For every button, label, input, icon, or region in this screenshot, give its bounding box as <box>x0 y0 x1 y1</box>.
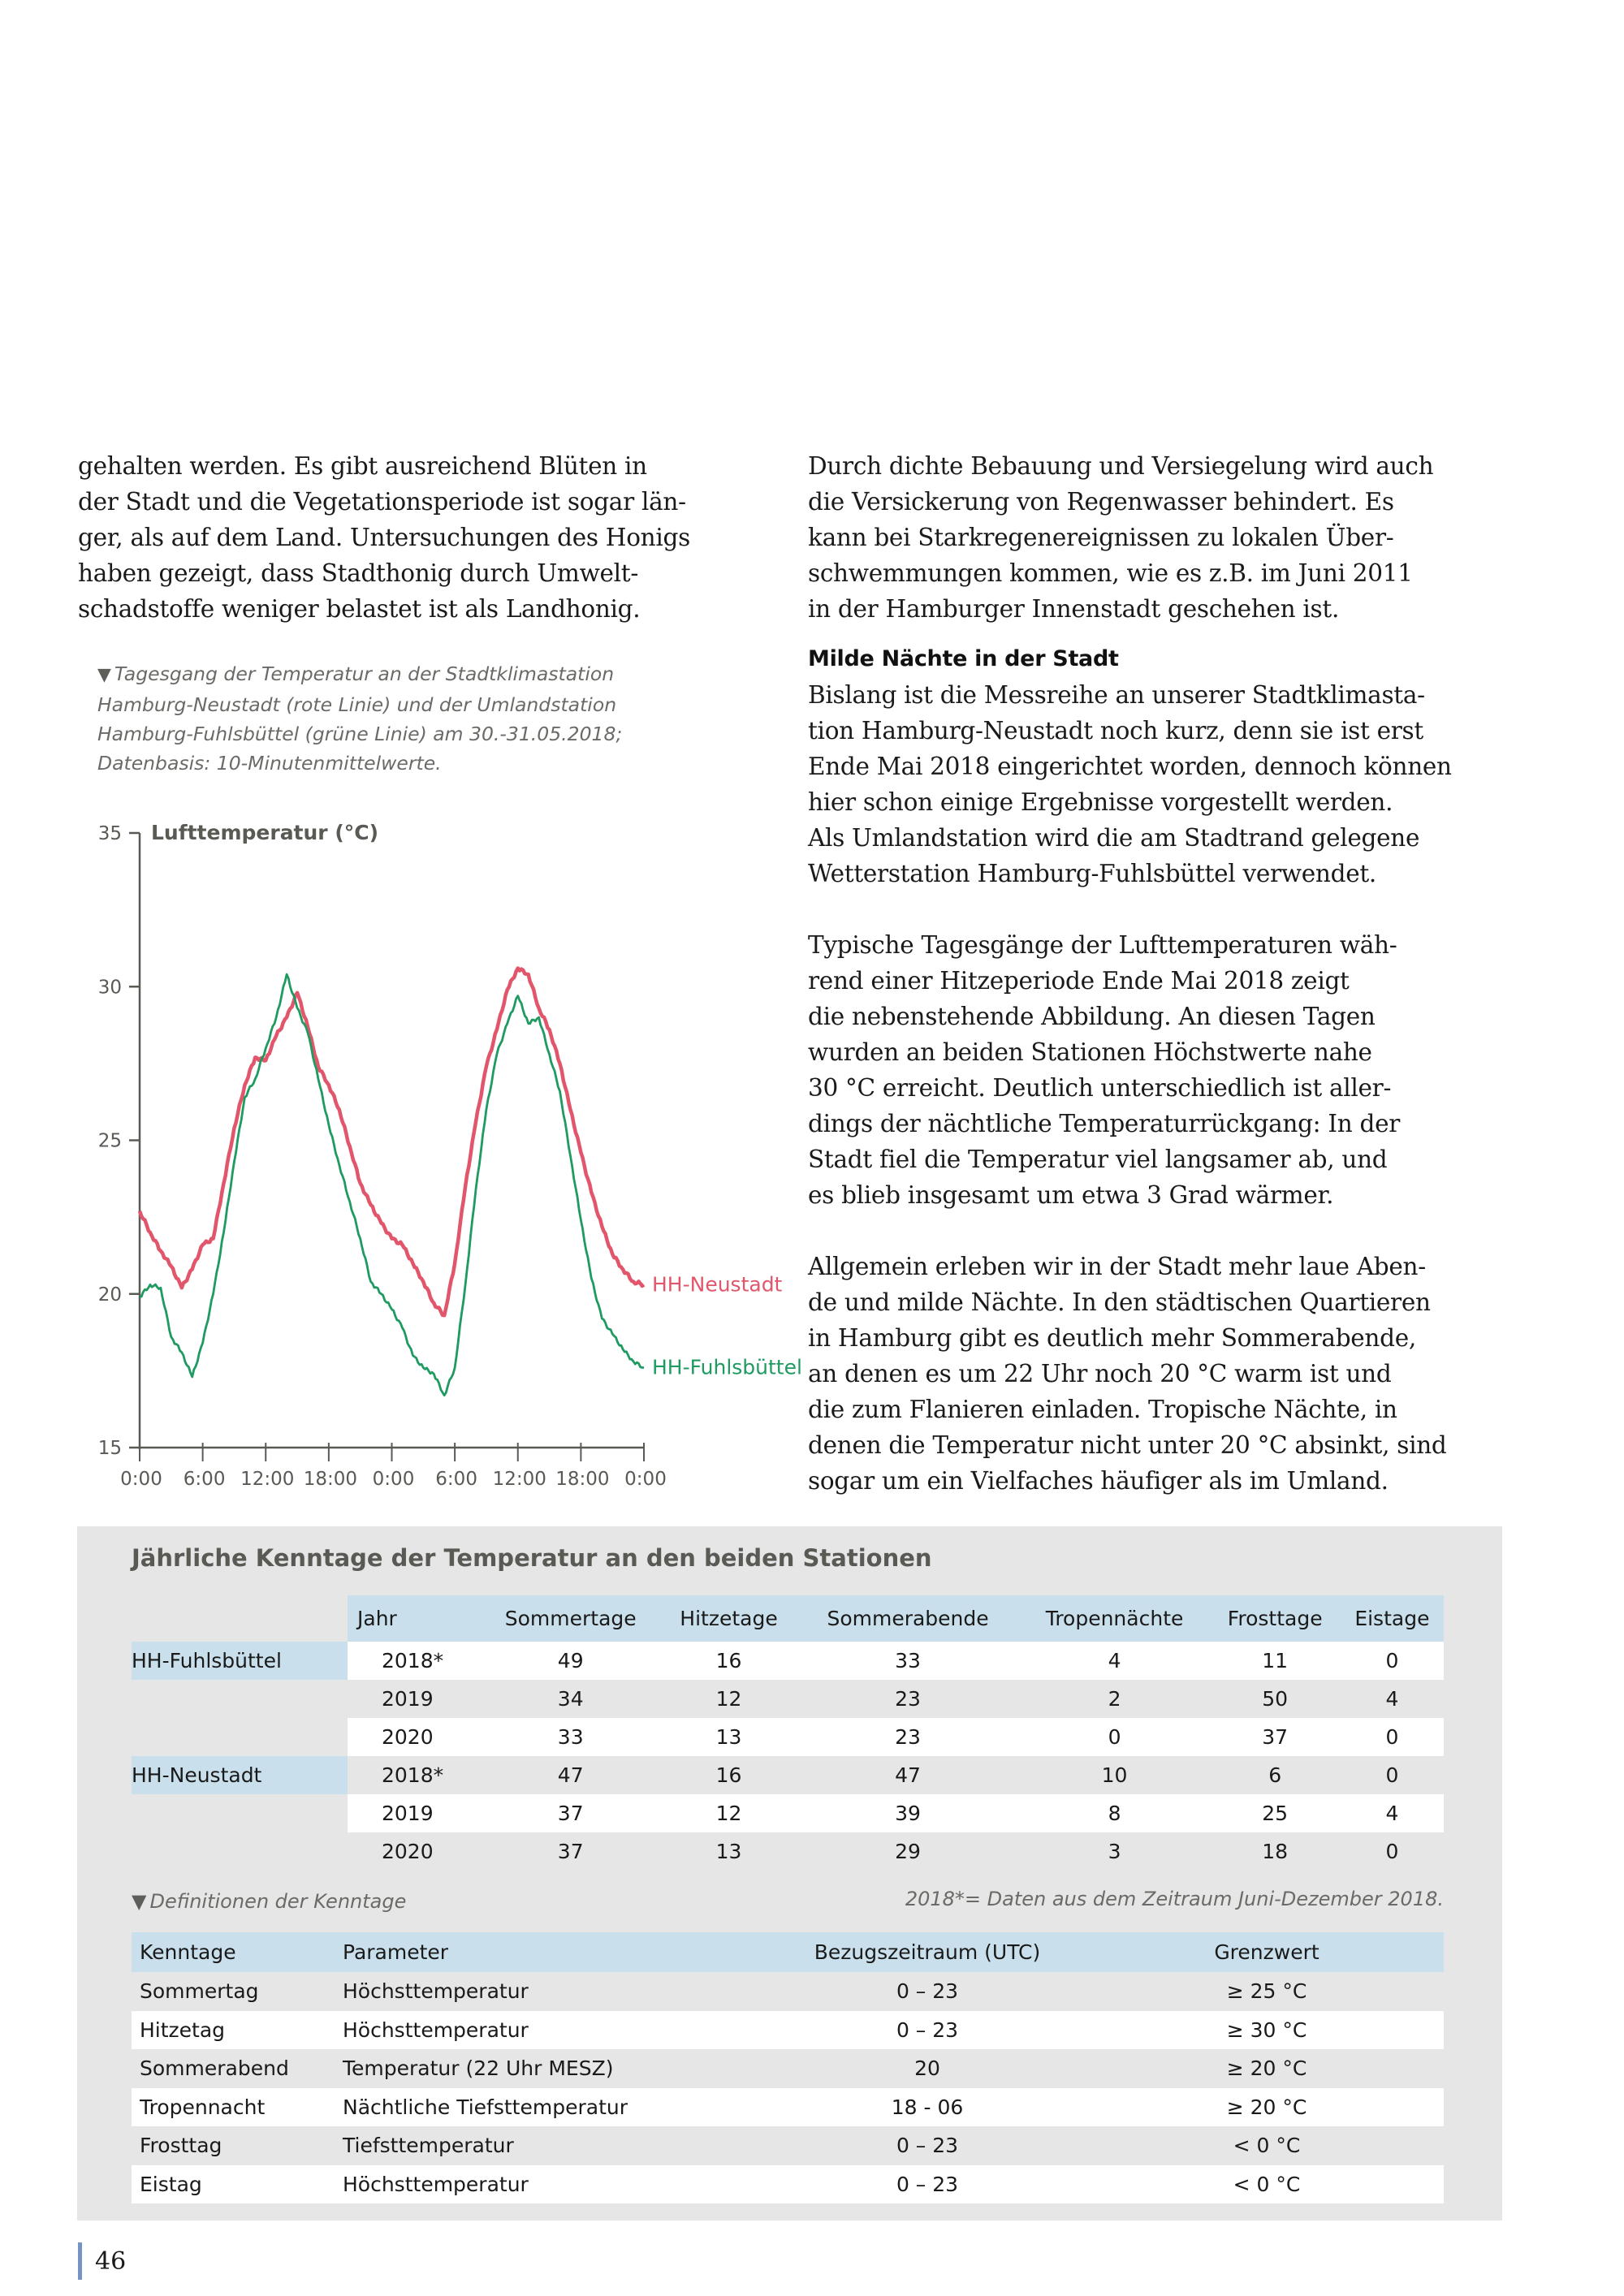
x-tick-label: 0:00 <box>624 1469 667 1490</box>
station-cell <box>132 1680 348 1718</box>
chart-caption <box>97 659 763 778</box>
text-line: dings der nächtliche Temperaturrückgang: In der <box>808 1110 1401 1137</box>
kenntag-cell: Eistag <box>132 2165 343 2204</box>
definitions-table <box>132 1932 1444 2203</box>
threshold-cell: < 0 °C <box>1090 2165 1444 2204</box>
value-cell: 25 <box>1210 1794 1341 1832</box>
parameter-cell: Höchsttemperatur <box>343 2011 765 2050</box>
temperature-chart <box>0 804 812 1498</box>
table-row <box>132 2126 1444 2165</box>
text-line: Bislang ist die Messreihe an unserer Stadtklimasta- <box>808 681 1425 709</box>
y-tick-label: 25 <box>97 1130 122 1152</box>
value-cell: 23 <box>797 1718 1020 1756</box>
caption-line: Hamburg-Neustadt (rote Linie) und der Umlandstation <box>97 693 617 716</box>
caption-line: Datenbasis: 10-Minutenmittelwerte. <box>97 752 442 775</box>
stats-panel <box>77 1526 1502 2220</box>
text-line: schwemmungen kommen, wie es z.B. im Juni 2011 <box>808 559 1413 587</box>
series-layer <box>140 968 802 1395</box>
period-cell: 18 - 06 <box>765 2088 1090 2127</box>
series-line-fuhlsbuettel <box>140 974 644 1396</box>
parameter-cell: Tiefsttemperatur <box>343 2126 765 2165</box>
text-line: Stadt fiel die Temperatur viel langsamer ab, und <box>808 1146 1388 1173</box>
value-cell: 47 <box>480 1756 661 1794</box>
chart-canvas <box>0 804 812 1494</box>
year-cell: 2018* <box>348 1642 480 1680</box>
value-cell: 49 <box>480 1642 661 1680</box>
text-line: Durch dichte Bebauung und Versiegelung wird auch <box>808 452 1434 480</box>
text-line: tion Hamburg-Neustadt noch kurz, denn sie ist erst <box>808 717 1423 744</box>
threshold-cell: ≥ 30 °C <box>1090 2011 1444 2050</box>
text-line: Typische Tagesgänge der Lufttemperaturen wäh- <box>808 931 1397 959</box>
value-cell: 16 <box>661 1642 796 1680</box>
right-column <box>808 448 1514 1499</box>
kenntag-cell: Sommerabend <box>132 2049 343 2088</box>
y-tick-label: 35 <box>97 823 122 844</box>
period-cell: 20 <box>765 2049 1090 2088</box>
table-row <box>132 1642 1444 1680</box>
left-column-text <box>78 448 744 627</box>
parameter-cell: Höchsttemperatur <box>343 2165 765 2204</box>
threshold-cell: ≥ 20 °C <box>1090 2049 1444 2088</box>
kenntage-table <box>132 1595 1444 1871</box>
value-cell: 11 <box>1210 1642 1341 1680</box>
column-header: Tropennächte <box>1020 1595 1210 1642</box>
paragraph-station <box>808 677 1514 891</box>
page-number <box>78 2242 126 2280</box>
column-header: Hitzetage <box>661 1595 796 1642</box>
kenntag-cell: Hitzetag <box>132 2011 343 2050</box>
page-number-text: 46 <box>95 2246 127 2276</box>
value-cell: 13 <box>661 1832 796 1871</box>
period-cell: 0 – 23 <box>765 2126 1090 2165</box>
text-line: an denen es um 22 Uhr noch 20 °C warm ist und <box>808 1360 1392 1388</box>
value-cell: 2 <box>1020 1680 1210 1718</box>
station-cell <box>132 1794 348 1832</box>
value-cell: 0 <box>1341 1718 1444 1756</box>
value-cell: 8 <box>1020 1794 1210 1832</box>
header-blank <box>132 1595 348 1642</box>
y-tick-label: 20 <box>97 1284 122 1306</box>
x-tick-label: 12:00 <box>492 1469 546 1490</box>
text-line: wurden an beiden Stationen Höchstwerte nahe <box>808 1038 1372 1066</box>
kenntag-cell: Frosttag <box>132 2126 343 2165</box>
text-line: Wetterstation Hamburg-Fuhlsbüttel verwendet. <box>808 860 1376 887</box>
column-header: Eistage <box>1341 1595 1444 1642</box>
threshold-cell: ≥ 25 °C <box>1090 1972 1444 2011</box>
caption-line: Tagesgang der Temperatur an der Stadtklimastation <box>114 662 615 685</box>
text-line: die Versickerung von Regenwasser behindert. Es <box>808 488 1394 516</box>
y-axis <box>98 823 140 1459</box>
value-cell: 37 <box>480 1794 661 1832</box>
table-row <box>132 1794 1444 1832</box>
column-header: Bezugszeitraum (UTC) <box>765 1932 1090 1972</box>
table-row <box>132 1718 1444 1756</box>
threshold-cell: ≥ 20 °C <box>1090 2088 1444 2127</box>
value-cell: 4 <box>1341 1680 1444 1718</box>
parameter-cell: Nächtliche Tiefsttemperatur <box>343 2088 765 2127</box>
value-cell: 3 <box>1020 1832 1210 1871</box>
table-row <box>132 1972 1444 2011</box>
table-row <box>132 2165 1444 2204</box>
value-cell: 4 <box>1341 1794 1444 1832</box>
x-tick-label: 6:00 <box>183 1469 226 1490</box>
table-header-row <box>132 1595 1444 1642</box>
station-label: HH-Neustadt <box>132 1756 348 1794</box>
paragraph-daily-cycle <box>808 927 1514 1213</box>
stats-footnote: 2018*= Daten aus dem Zeitraum Juni-Dezember 2018. <box>905 1888 1444 1910</box>
chart-title: Lufttemperatur (°C) <box>151 821 379 844</box>
year-cell: 2020 <box>348 1718 480 1756</box>
value-cell: 0 <box>1341 1642 1444 1680</box>
text-line: in der Hamburger Innenstadt geschehen ist. <box>808 595 1340 623</box>
paragraph-drainage <box>808 448 1514 627</box>
value-cell: 34 <box>480 1680 661 1718</box>
x-tick-label: 18:00 <box>303 1469 358 1490</box>
text-line: der Stadt und die Vegetationsperiode ist sogar län- <box>78 488 686 516</box>
text-line: Als Umlandstation wird die am Stadtrand gelegene <box>808 824 1420 852</box>
x-tick-label: 12:00 <box>240 1469 295 1490</box>
kenntag-cell: Sommertag <box>132 1972 343 2011</box>
text-line: gehalten werden. Es gibt ausreichend Blüten in <box>78 452 647 480</box>
text-line: kann bei Starkregenereignissen zu lokalen Über- <box>808 524 1394 551</box>
station-label: HH-Fuhlsbüttel <box>132 1642 348 1680</box>
parameter-cell: Höchsttemperatur <box>343 1972 765 2011</box>
table-row <box>132 2049 1444 2088</box>
table-row <box>132 1756 1444 1794</box>
x-tick-label: 6:00 <box>435 1469 477 1490</box>
value-cell: 50 <box>1210 1680 1341 1718</box>
triangle-down-icon: ▼ <box>97 665 111 685</box>
station-cell <box>132 1718 348 1756</box>
table-row <box>132 1680 1444 1718</box>
value-cell: 37 <box>1210 1718 1341 1756</box>
text-line: sogar um ein Vielfaches häufiger als im Umland. <box>808 1467 1389 1495</box>
period-cell: 0 – 23 <box>765 1972 1090 2011</box>
x-tick-label: 0:00 <box>120 1469 162 1490</box>
value-cell: 33 <box>797 1642 1020 1680</box>
text-line: Ende Mai 2018 eingerichtet worden, dennoch können <box>808 753 1452 780</box>
text-line: es blieb insgesamt um etwa 3 Grad wärmer. <box>808 1181 1334 1209</box>
kenntag-cell: Tropennacht <box>132 2088 343 2127</box>
text-line: ger, als auf dem Land. Untersuchungen des Honigs <box>78 524 690 551</box>
station-cell <box>132 1756 348 1794</box>
year-cell: 2019 <box>348 1680 480 1718</box>
y-tick-label: 30 <box>97 977 122 999</box>
value-cell: 29 <box>797 1832 1020 1871</box>
value-cell: 4 <box>1020 1642 1210 1680</box>
text-line: de und milde Nächte. In den städtischen Quartieren <box>808 1288 1431 1316</box>
station-cell <box>132 1832 348 1871</box>
text-line: denen die Temperatur nicht unter 20 °C absinkt, sind <box>808 1431 1447 1459</box>
series-end-label: HH-Fuhlsbüttel <box>652 1355 802 1379</box>
value-cell: 6 <box>1210 1756 1341 1794</box>
page-number-bar <box>78 2242 82 2280</box>
x-axis <box>120 1443 667 1490</box>
text-line: hier schon einige Ergebnisse vorgestellt werden. <box>808 788 1393 816</box>
period-cell: 0 – 23 <box>765 2165 1090 2204</box>
value-cell: 16 <box>661 1756 796 1794</box>
period-cell: 0 – 23 <box>765 2011 1090 2050</box>
column-header: Sommertage <box>480 1595 661 1642</box>
text-line: in Hamburg gibt es deutlich mehr Sommerabende, <box>808 1324 1416 1352</box>
table-row <box>132 2011 1444 2050</box>
value-cell: 39 <box>797 1794 1020 1832</box>
value-cell: 0 <box>1020 1718 1210 1756</box>
text-line: die nebenstehende Abbildung. An diesen Tagen <box>808 1003 1376 1030</box>
text-line: schadstoffe weniger belastet ist als Landhonig. <box>78 595 641 623</box>
year-cell: 2020 <box>348 1832 480 1871</box>
column-header: Sommerabende <box>797 1595 1020 1642</box>
table-row <box>132 2088 1444 2127</box>
table-row <box>132 1832 1444 1871</box>
triangle-down-icon: ▼ <box>132 1890 147 1913</box>
year-cell: 2019 <box>348 1794 480 1832</box>
y-tick-label: 15 <box>97 1438 122 1459</box>
value-cell: 33 <box>480 1718 661 1756</box>
text-line: Allgemein erleben wir in der Stadt mehr laue Aben- <box>808 1253 1426 1280</box>
value-cell: 13 <box>661 1718 796 1756</box>
text-line: haben gezeigt, dass Stadthonig durch Umwelt- <box>78 559 639 587</box>
x-tick-label: 0:00 <box>372 1469 415 1490</box>
value-cell: 37 <box>480 1832 661 1871</box>
stats-title: Jährliche Kenntage der Temperatur an den beiden Stationen <box>132 1544 932 1572</box>
value-cell: 0 <box>1341 1832 1444 1871</box>
text-line: die zum Flanieren einladen. Tropische Nächte, in <box>808 1396 1397 1423</box>
paragraph-mild-nights <box>808 1249 1514 1499</box>
column-header: Parameter <box>343 1932 765 1972</box>
value-cell: 23 <box>797 1680 1020 1718</box>
value-cell: 10 <box>1020 1756 1210 1794</box>
column-header: Kenntage <box>132 1932 343 1972</box>
parameter-cell: Temperatur (22 Uhr MESZ) <box>343 2049 765 2088</box>
column-header: Grenzwert <box>1090 1932 1444 1972</box>
value-cell: 18 <box>1210 1832 1341 1871</box>
series-end-label: HH-Neustadt <box>652 1272 783 1297</box>
definitions-caption <box>132 1890 406 1913</box>
value-cell: 12 <box>661 1794 796 1832</box>
column-header: Jahr <box>348 1595 480 1642</box>
caption-line: Hamburg-Fuhlsbüttel (grüne Linie) am 30.-31.05.2018; <box>97 723 623 745</box>
value-cell: 47 <box>797 1756 1020 1794</box>
value-cell: 12 <box>661 1680 796 1718</box>
section-heading: Milde Nächte in der Stadt <box>808 646 1119 671</box>
definitions-caption-text: Definitionen der Kenntage <box>149 1890 407 1913</box>
station-cell <box>132 1642 348 1680</box>
text-line: rend einer Hitzeperiode Ende Mai 2018 zeigt <box>808 967 1350 995</box>
threshold-cell: < 0 °C <box>1090 2126 1444 2165</box>
table-header-row <box>132 1932 1444 1972</box>
column-header: Frosttage <box>1210 1595 1341 1642</box>
value-cell: 0 <box>1341 1756 1444 1794</box>
year-cell: 2018* <box>348 1756 480 1794</box>
text-line: 30 °C erreicht. Deutlich unterschiedlich ist aller- <box>808 1074 1392 1102</box>
x-tick-label: 18:00 <box>555 1469 610 1490</box>
